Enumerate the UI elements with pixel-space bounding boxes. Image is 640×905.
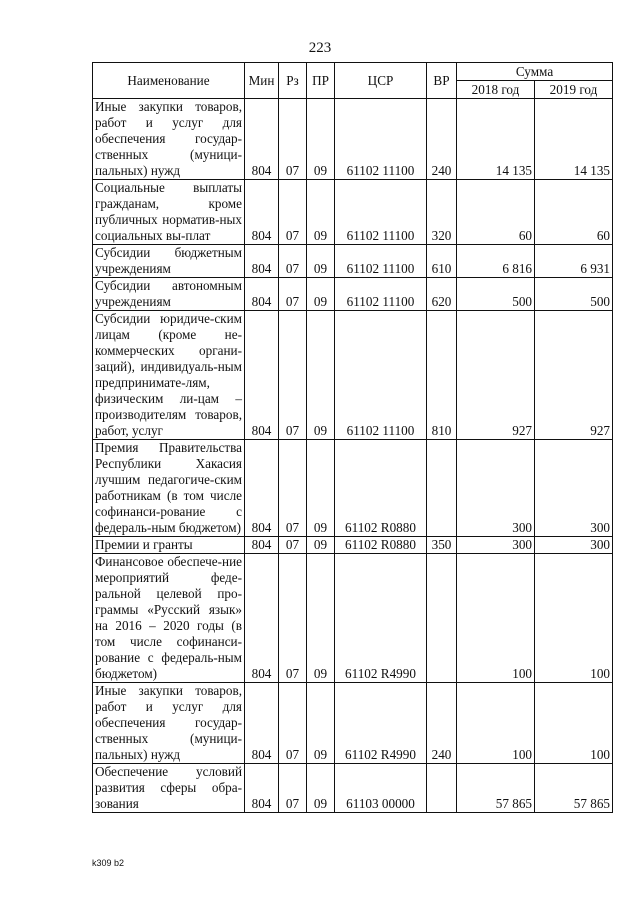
header-min: Мин: [245, 63, 279, 99]
cell-rz: 07: [279, 245, 307, 278]
cell-rz: 07: [279, 180, 307, 245]
cell-rz: 07: [279, 440, 307, 537]
cell-name: Субсидии бюджетным учреждениям: [93, 245, 245, 278]
cell-y2019: 14 135: [535, 99, 613, 180]
cell-rz: 07: [279, 764, 307, 813]
cell-csr: 61102 11100: [335, 278, 427, 311]
cell-y2019: 57 865: [535, 764, 613, 813]
cell-y2018: 300: [457, 537, 535, 554]
header-2019: 2019 год: [535, 81, 613, 99]
cell-y2019: 300: [535, 537, 613, 554]
cell-min: 804: [245, 180, 279, 245]
cell-csr: 61102 11100: [335, 180, 427, 245]
cell-min: 804: [245, 440, 279, 537]
cell-vr: 320: [427, 180, 457, 245]
cell-name: Финансовое обеспече-ние мероприятий феде-ральной целевой про-граммы «Русский язык» на 2016 – 2020 годы (в том числе софинанси-рование с федераль-ным бюджетом): [93, 554, 245, 683]
cell-csr: 61102 R0880: [335, 440, 427, 537]
cell-rz: 07: [279, 278, 307, 311]
cell-vr: [427, 440, 457, 537]
cell-vr: 350: [427, 537, 457, 554]
header-vr: ВР: [427, 63, 457, 99]
cell-pr: 09: [307, 440, 335, 537]
cell-csr: 61102 R0880: [335, 537, 427, 554]
cell-y2019: 60: [535, 180, 613, 245]
cell-csr: 61102 11100: [335, 99, 427, 180]
cell-pr: 09: [307, 278, 335, 311]
cell-y2019: 300: [535, 440, 613, 537]
cell-vr: 810: [427, 311, 457, 440]
cell-y2019: 100: [535, 683, 613, 764]
cell-y2018: 927: [457, 311, 535, 440]
cell-y2019: 500: [535, 278, 613, 311]
cell-min: 804: [245, 764, 279, 813]
cell-pr: 09: [307, 245, 335, 278]
cell-y2018: 57 865: [457, 764, 535, 813]
header-sum: Сумма: [457, 63, 613, 81]
header-rz: Рз: [279, 63, 307, 99]
table-row: [93, 440, 613, 537]
cell-min: 804: [245, 311, 279, 440]
cell-rz: 07: [279, 554, 307, 683]
table-row: [93, 764, 613, 813]
table-row: [93, 278, 613, 311]
cell-csr: 61102 11100: [335, 245, 427, 278]
footer-code: k309 b2: [92, 858, 125, 868]
cell-y2019: 6 931: [535, 245, 613, 278]
cell-name: Иные закупки товаров, работ и услуг для обеспечения государ-ственных (муници-пальных) нужд: [93, 99, 245, 180]
cell-name: Премии и гранты: [93, 537, 245, 554]
table-row: [93, 311, 613, 440]
cell-y2019: 100: [535, 554, 613, 683]
cell-vr: 240: [427, 99, 457, 180]
cell-name: Обеспечение условий развития сферы обра-зования: [93, 764, 245, 813]
table-row: [93, 537, 613, 554]
cell-pr: 09: [307, 180, 335, 245]
cell-vr: [427, 764, 457, 813]
cell-name: Субсидии юридиче-ским лицам (кроме не-коммерческих органи-заций), индивидуаль-ным предпринимате-лям, физическим ли-цам – производителям товаров, работ, услуг: [93, 311, 245, 440]
cell-y2018: 6 816: [457, 245, 535, 278]
cell-name: Субсидии автономным учреждениям: [93, 278, 245, 311]
table-row: [93, 554, 613, 683]
cell-y2018: 100: [457, 554, 535, 683]
cell-y2018: 14 135: [457, 99, 535, 180]
cell-name: Социальные выплаты гражданам, кроме публичных норматив-ных социальных вы-плат: [93, 180, 245, 245]
cell-y2019: 927: [535, 311, 613, 440]
cell-pr: 09: [307, 311, 335, 440]
cell-y2018: 300: [457, 440, 535, 537]
cell-vr: [427, 554, 457, 683]
cell-csr: 61103 00000: [335, 764, 427, 813]
cell-rz: 07: [279, 683, 307, 764]
header-pr: ПР: [307, 63, 335, 99]
cell-name: Иные закупки товаров, работ и услуг для обеспечения государ-ственных (муници-пальных) нужд: [93, 683, 245, 764]
cell-y2018: 100: [457, 683, 535, 764]
table-row: [93, 99, 613, 180]
cell-pr: 09: [307, 99, 335, 180]
cell-csr: 61102 11100: [335, 311, 427, 440]
header-name: Наименование: [93, 63, 245, 99]
cell-pr: 09: [307, 537, 335, 554]
cell-y2018: 500: [457, 278, 535, 311]
table-row: [93, 245, 613, 278]
cell-y2018: 60: [457, 180, 535, 245]
header-2018: 2018 год: [457, 81, 535, 99]
header-csr: ЦСР: [335, 63, 427, 99]
cell-vr: 240: [427, 683, 457, 764]
cell-name: Премия Правительства Республики Хакасия лучшим педагогиче-ским работникам (в том числе софинанси-рование с федераль-ным бюджетом): [93, 440, 245, 537]
table-row: [93, 683, 613, 764]
budget-table: [92, 62, 613, 813]
cell-min: 804: [245, 245, 279, 278]
cell-csr: 61102 R4990: [335, 554, 427, 683]
cell-pr: 09: [307, 554, 335, 683]
cell-csr: 61102 R4990: [335, 683, 427, 764]
cell-vr: 610: [427, 245, 457, 278]
cell-vr: 620: [427, 278, 457, 311]
cell-min: 804: [245, 537, 279, 554]
page-number: 223: [308, 40, 332, 56]
cell-pr: 09: [307, 683, 335, 764]
cell-min: 804: [245, 554, 279, 683]
cell-min: 804: [245, 683, 279, 764]
cell-rz: 07: [279, 537, 307, 554]
cell-pr: 09: [307, 764, 335, 813]
table-row: [93, 180, 613, 245]
cell-rz: 07: [279, 99, 307, 180]
cell-min: 804: [245, 99, 279, 180]
cell-rz: 07: [279, 311, 307, 440]
cell-min: 804: [245, 278, 279, 311]
table-body: [93, 99, 613, 813]
